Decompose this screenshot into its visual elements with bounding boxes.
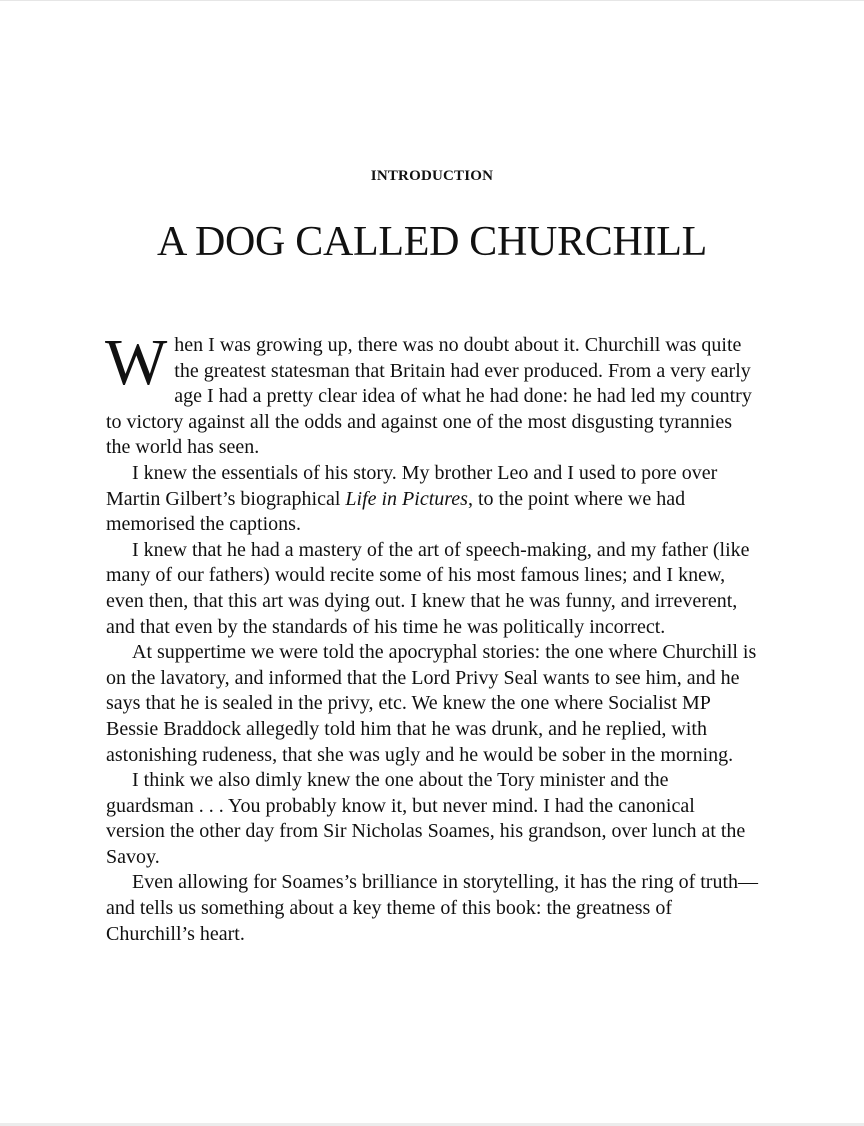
book-title-reference: Life in Pictures xyxy=(345,487,468,510)
paragraph-2-text-after: , to the point where we had memorised the captions. xyxy=(106,487,686,536)
chapter-label: INTRODUCTION xyxy=(370,168,494,184)
page-top-edge xyxy=(0,0,864,1)
paragraph-1 xyxy=(105,326,758,461)
chapter-body xyxy=(105,326,758,947)
paragraph-5: I think we also dimly knew the one about the Tory minister and the guardsman . . . You probably know it, but never mind. I had the canonical version the other day from Sir Nicholas Soames, his grandson, over lunch at the Savoy. xyxy=(106,769,746,868)
paragraph-6: Even allowing for Soames’s brilliance in storytelling, it has the ring of truth—and tells us something about a key theme of this book: the greatness of Churchill’s heart. xyxy=(106,871,758,945)
chapter-title: A DOG CALLED CHURCHILL xyxy=(157,219,707,265)
paragraph-2 xyxy=(106,461,758,538)
paragraph-4: At suppertime we were told the apocryphal stories: the one where Churchill is on the lavatory, and informed that the Lord Privy Seal wants to see him, and he says that he is sealed in the privy, etc. We knew the one where Socialist MP Bessie Braddock allegedly told him that he was drunk, and he replied, with astonishing rudeness, that she was ugly and he would be sober in the morning. xyxy=(106,641,757,766)
paragraph-3: I knew that he had a mastery of the art of speech-making, and my father (like many of our fathers) would recite some of his most famous lines; and I knew, even then, that this art was dying out. I knew that he was funny, and irreverent, and that even by the standards of his time he was politically incorrect. xyxy=(106,538,750,638)
paragraph-2-text-before: I knew the essentials of his story. My brother Leo and I used to pore over Martin Gilbert’s biographical xyxy=(106,461,718,510)
drop-cap: W xyxy=(105,326,168,399)
paragraph-1-text: hen I was growing up, there was no doubt about it. Churchill was quite the greatest statesman that Britain had ever produced. From a very early age I had a pretty clear idea of what he had done: he had led my country to victory against all the odds and against one of the most disgusting tyrannies the world has seen. xyxy=(106,334,752,459)
